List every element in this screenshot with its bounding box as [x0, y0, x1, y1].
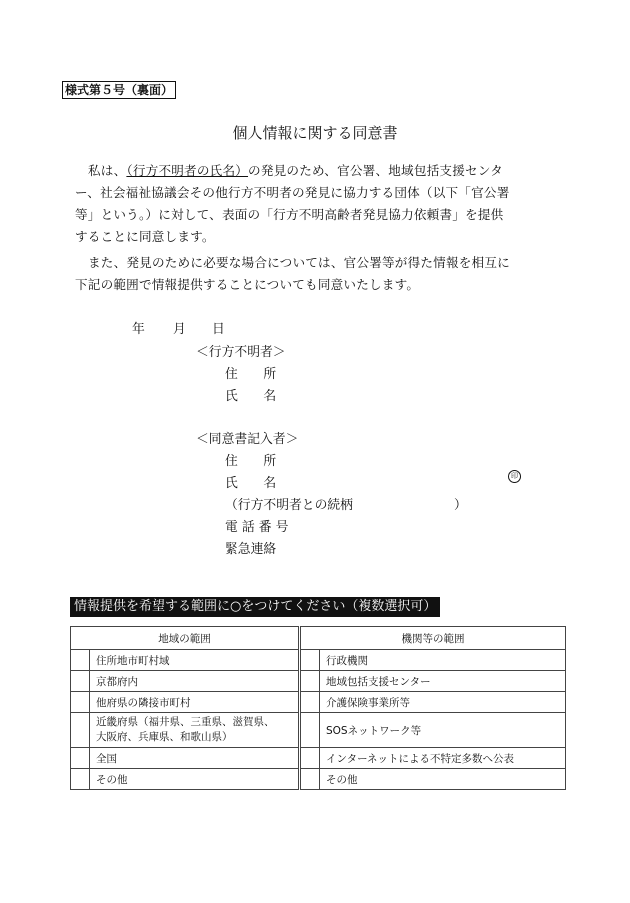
region-checkbox-cell[interactable]: [71, 671, 90, 692]
region-checkbox-cell[interactable]: [71, 713, 90, 748]
table-row: [71, 650, 566, 671]
missing-name-label: 氏 名: [225, 389, 277, 404]
date-year: 年: [132, 322, 145, 337]
region-checkbox-cell[interactable]: [71, 748, 90, 769]
missing-address-label: 住 所: [225, 367, 277, 382]
agency-checkbox-cell[interactable]: [301, 650, 320, 671]
agency-option: 介護保険事業所等: [320, 692, 566, 713]
seal-icon: 印: [508, 470, 521, 483]
region-option: 近畿府県（福井県、三重県、滋賀県、 大阪府、兵庫県、和歌山県）: [90, 713, 299, 748]
section-heading: 情報提供を希望する範囲に○をつけてください（複数選択可）: [70, 597, 440, 617]
phone-label: 電 話 番 号: [225, 520, 289, 535]
p1-line2: ー、社会福祉協議会その他行方不明者の発見に協力する団体（以下「官公署: [75, 185, 510, 200]
table-header-row: [71, 627, 566, 650]
agency-checkbox-cell[interactable]: [301, 713, 320, 748]
agency-checkbox-cell[interactable]: [301, 692, 320, 713]
region-option: 全国: [90, 748, 299, 769]
date-month: 月: [173, 322, 186, 337]
table-row: [71, 671, 566, 692]
table-row: [71, 692, 566, 713]
agency-option: 行政機関: [320, 650, 566, 671]
consenter-address-label: 住 所: [225, 454, 277, 469]
region-option: 住所地市町村域: [90, 650, 299, 671]
p1-line4: することに同意します。: [75, 229, 215, 244]
agency-checkbox-cell[interactable]: [301, 671, 320, 692]
relation-label: （行方不明者との続柄: [225, 498, 353, 513]
form-number: 様式第５号（裏面）: [62, 81, 176, 99]
p1-pre: 私は、: [88, 163, 127, 178]
p1-line3: 等」という。）に対して、表面の「行方不明高齢者発見協力依頼書」を提供: [75, 207, 504, 222]
region-option: 他府県の隣接市町村: [90, 692, 299, 713]
table-row: [71, 713, 566, 748]
document-title: 個人情報に関する同意書: [232, 124, 398, 142]
info-scope-table: [70, 626, 566, 790]
consenter-name-label: 氏 名: [225, 476, 277, 491]
region-checkbox-cell[interactable]: [71, 769, 90, 790]
agency-option: SOSネットワーク等: [320, 713, 566, 748]
agency-checkbox-cell[interactable]: [301, 769, 320, 790]
agency-option: その他: [320, 769, 566, 790]
region-scope-header: 地域の範囲: [71, 627, 299, 650]
p2-line1: また、発見のために必要な場合については、官公署等が得た情報を相互に: [88, 255, 510, 270]
emergency-contact-label: 緊急連絡: [225, 542, 277, 557]
missing-person-heading: ＜行方不明者＞: [196, 345, 286, 360]
relation-close: ）: [454, 498, 467, 513]
date-day: 日: [212, 322, 225, 337]
table-row: [71, 769, 566, 790]
consent-paragraph-2: [75, 252, 555, 296]
missing-person-name-placeholder: （行方不明者の氏名）: [126, 163, 249, 178]
consent-paragraph-1: [75, 160, 555, 248]
p1-line1-rest: の発見のため、官公署、地域包括支援センタ: [248, 163, 503, 178]
agency-option: インターネットによる不特定多数へ公表: [320, 748, 566, 769]
agency-checkbox-cell[interactable]: [301, 748, 320, 769]
region-option: その他: [90, 769, 299, 790]
region-checkbox-cell[interactable]: [71, 650, 90, 671]
agency-option: 地域包括支援センター: [320, 671, 566, 692]
region-checkbox-cell[interactable]: [71, 692, 90, 713]
consenter-heading: ＜同意書記入者＞: [196, 432, 299, 447]
table-row: [71, 748, 566, 769]
region-option: 京都府内: [90, 671, 299, 692]
p2-line2: 下記の範囲で情報提供することについても同意いたします。: [75, 277, 420, 292]
agency-scope-header: 機関等の範囲: [301, 627, 566, 650]
